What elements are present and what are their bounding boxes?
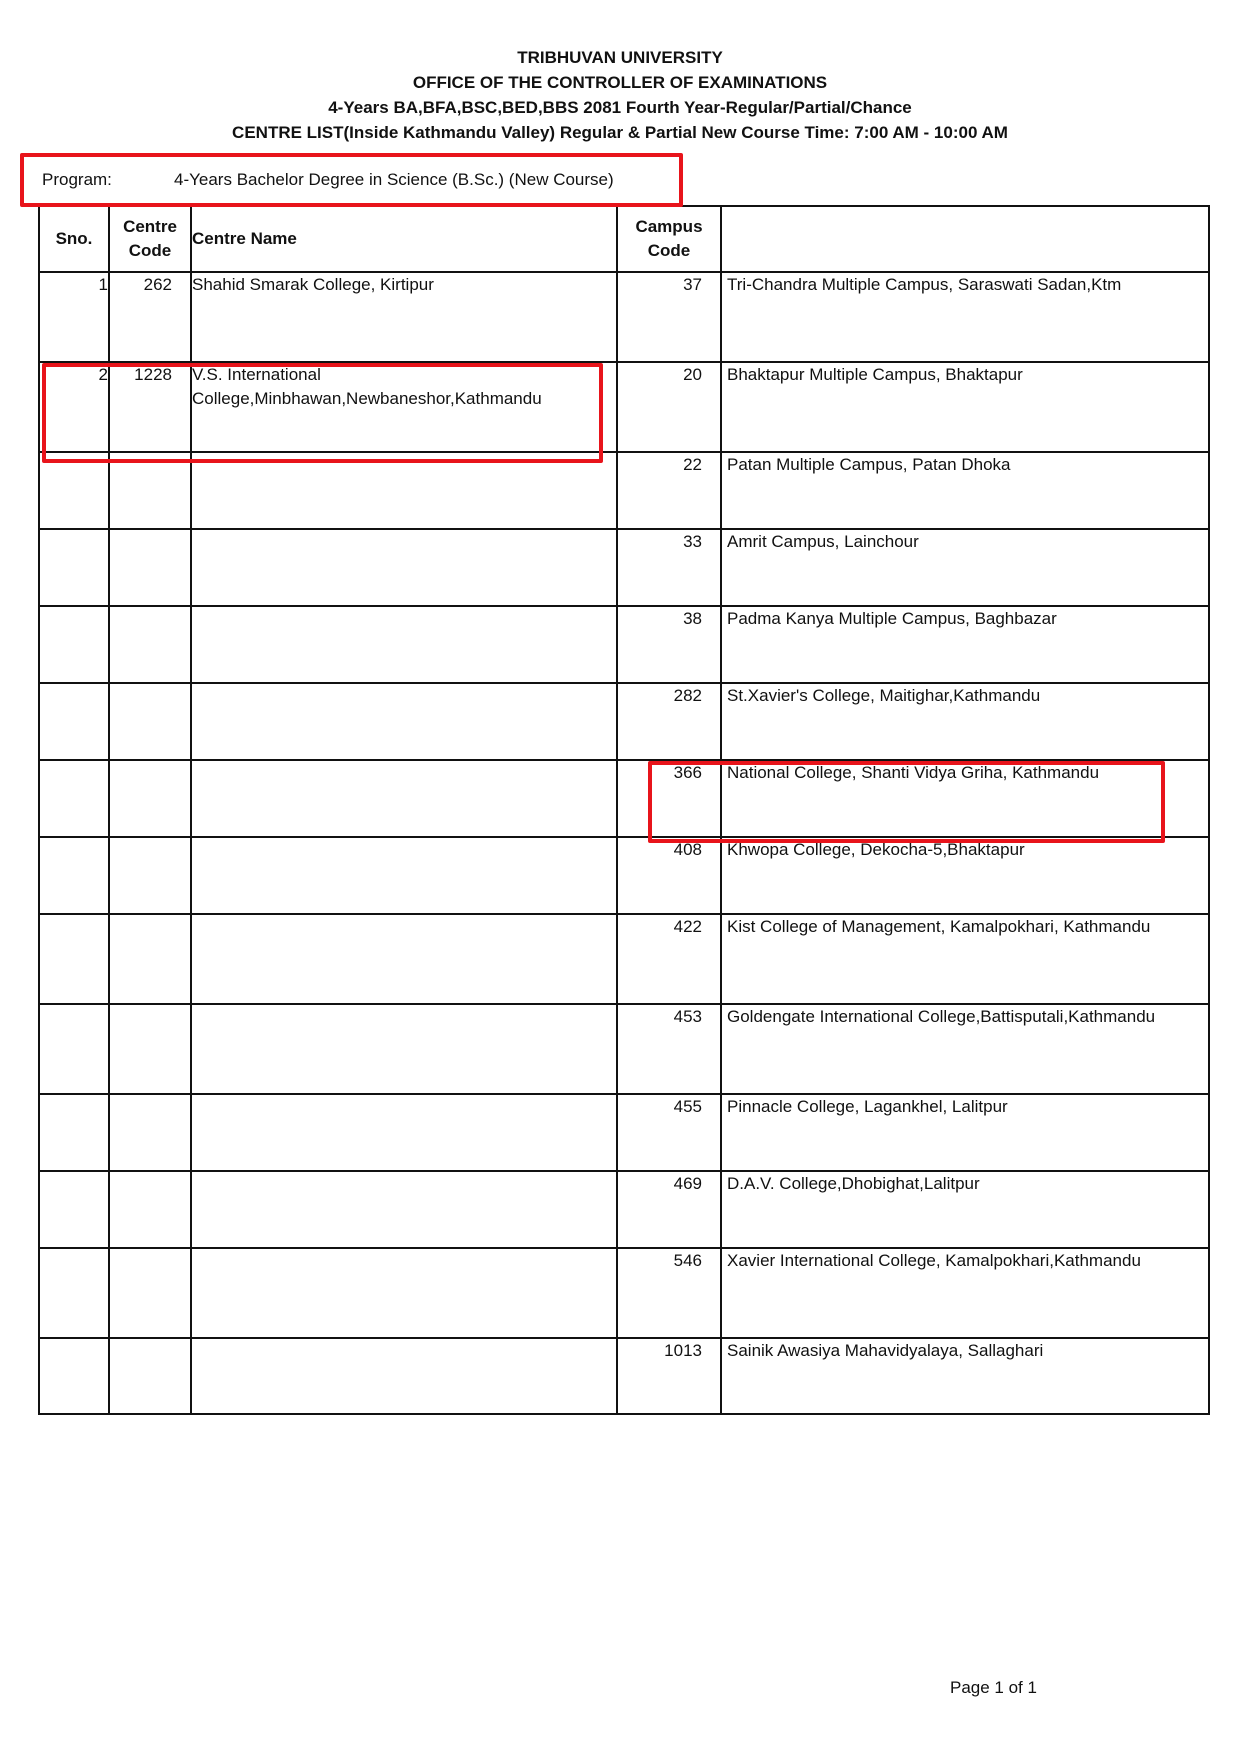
col-sno: Sno. — [39, 206, 109, 272]
sno-cell — [39, 1248, 109, 1338]
table-row — [39, 1094, 1209, 1171]
campus-code-cell: 20 — [617, 362, 721, 452]
highlight-national-college — [648, 761, 1165, 843]
sno-cell — [39, 837, 109, 914]
program-value: 4-Years Bachelor Degree in Science (B.Sc.) (New Course) — [174, 170, 614, 189]
centre-name-cell — [191, 606, 617, 683]
col-campus-name — [721, 206, 1209, 272]
centre-list-title: CENTRE LIST(Inside Kathmandu Valley) Regular & Partial New Course Time: 7:00 AM - 10:00 AM — [232, 123, 1008, 142]
centre-name-cell — [191, 1094, 617, 1171]
centre-code-cell — [109, 1004, 191, 1094]
centre-name-cell — [191, 1248, 617, 1338]
table-row — [39, 1248, 1209, 1338]
sno-cell — [39, 760, 109, 837]
campus-name-cell: Xavier International College, Kamalpokhari,Kathmandu — [721, 1248, 1209, 1338]
centre-name-cell — [191, 1338, 617, 1414]
centre-name-cell: Shahid Smarak College, Kirtipur — [191, 272, 617, 362]
sno-cell — [39, 606, 109, 683]
campus-name-cell: Tri-Chandra Multiple Campus, Saraswati Sadan,Ktm — [721, 272, 1209, 362]
centre-code-cell: 262 — [109, 272, 191, 362]
campus-code-cell: 37 — [617, 272, 721, 362]
campus-name-cell: National College, Shanti Vidya Griha, Kathmandu — [721, 760, 1209, 837]
centre-code-cell — [109, 1094, 191, 1171]
centre-code-cell — [109, 1171, 191, 1248]
sno-cell — [39, 1004, 109, 1094]
campus-name-cell: Pinnacle College, Lagankhel, Lalitpur — [721, 1094, 1209, 1171]
page-number: Page 1 of 1 — [950, 1678, 1037, 1697]
campus-name-cell: Goldengate International College,Battisputali,Kathmandu — [721, 1004, 1209, 1094]
table-row — [39, 914, 1209, 1004]
centre-code-cell — [109, 452, 191, 529]
campus-code-cell: 38 — [617, 606, 721, 683]
university-title: TRIBHUVAN UNIVERSITY — [517, 48, 723, 67]
sno-cell: 1 — [39, 272, 109, 362]
table-header-row — [39, 206, 1209, 272]
sno-cell — [39, 529, 109, 606]
table-row — [39, 683, 1209, 760]
campus-code-cell: 422 — [617, 914, 721, 1004]
sno-cell: 2 — [39, 362, 109, 452]
campus-name-cell: Khwopa College, Dekocha-5,Bhaktapur — [721, 837, 1209, 914]
centre-code-cell — [109, 1248, 191, 1338]
campus-code-cell: 408 — [617, 837, 721, 914]
campus-name-cell: Padma Kanya Multiple Campus, Baghbazar — [721, 606, 1209, 683]
table-row — [39, 606, 1209, 683]
col-campus-code: Campus Code — [617, 206, 721, 272]
col-centre-code: Centre Code — [109, 206, 191, 272]
sno-cell — [39, 1338, 109, 1414]
centre-name-cell — [191, 1004, 617, 1094]
centre-code-cell — [109, 837, 191, 914]
campus-code-cell: 22 — [617, 452, 721, 529]
campus-name-cell: Bhaktapur Multiple Campus, Bhaktapur — [721, 362, 1209, 452]
campus-name-cell: St.Xavier's College, Maitighar,Kathmandu — [721, 683, 1209, 760]
table-row — [39, 1004, 1209, 1094]
col-centre-name: Centre Name — [191, 206, 617, 272]
campus-code-cell: 282 — [617, 683, 721, 760]
centre-name-cell — [191, 1171, 617, 1248]
centre-name-cell: V.S. International College,Minbhawan,Newbaneshor,Kathmandu — [191, 362, 617, 452]
sno-cell — [39, 683, 109, 760]
campus-name-cell: Patan Multiple Campus, Patan Dhoka — [721, 452, 1209, 529]
centre-name-cell — [191, 683, 617, 760]
centre-code-cell — [109, 529, 191, 606]
centre-name-cell — [191, 452, 617, 529]
sno-cell — [39, 914, 109, 1004]
campus-name-cell: Sainik Awasiya Mahavidyalaya, Sallaghari — [721, 1338, 1209, 1414]
table-row — [39, 452, 1209, 529]
sno-cell — [39, 1094, 109, 1171]
highlight-vs-international — [42, 363, 603, 463]
table-row — [39, 1171, 1209, 1248]
office-title: OFFICE OF THE CONTROLLER OF EXAMINATIONS — [412, 73, 828, 92]
centre-name-cell — [191, 914, 617, 1004]
highlight-program — [20, 153, 683, 207]
centre-code-cell — [109, 1338, 191, 1414]
exam-title: 4-Years BA,BFA,BSC,BED,BBS 2081 Fourth Year-Regular/Partial/Chance — [328, 98, 912, 117]
campus-name-cell: D.A.V. College,Dhobighat,Lalitpur — [721, 1171, 1209, 1248]
centre-name-cell — [191, 529, 617, 606]
campus-code-cell: 455 — [617, 1094, 721, 1171]
table-row — [39, 272, 1209, 362]
campus-name-cell: Kist College of Management, Kamalpokhari, Kathmandu — [721, 914, 1209, 1004]
centre-code-cell — [109, 683, 191, 760]
centre-name-cell — [191, 837, 617, 914]
sno-cell — [39, 452, 109, 529]
campus-code-cell: 469 — [617, 1171, 721, 1248]
centre-code-cell: 1228 — [109, 362, 191, 452]
sno-cell — [39, 1171, 109, 1248]
campus-code-cell: 33 — [617, 529, 721, 606]
centre-code-cell — [109, 914, 191, 1004]
table-row — [39, 529, 1209, 606]
centre-code-cell — [109, 606, 191, 683]
centre-code-cell — [109, 760, 191, 837]
table-row — [39, 1338, 1209, 1414]
campus-name-cell: Amrit Campus, Lainchour — [721, 529, 1209, 606]
campus-code-cell: 366 — [617, 760, 721, 837]
table-row — [39, 837, 1209, 914]
campus-code-cell: 453 — [617, 1004, 721, 1094]
program-label: Program: — [42, 170, 112, 189]
centre-name-cell — [191, 760, 617, 837]
campus-code-cell: 1013 — [617, 1338, 721, 1414]
campus-code-cell: 546 — [617, 1248, 721, 1338]
